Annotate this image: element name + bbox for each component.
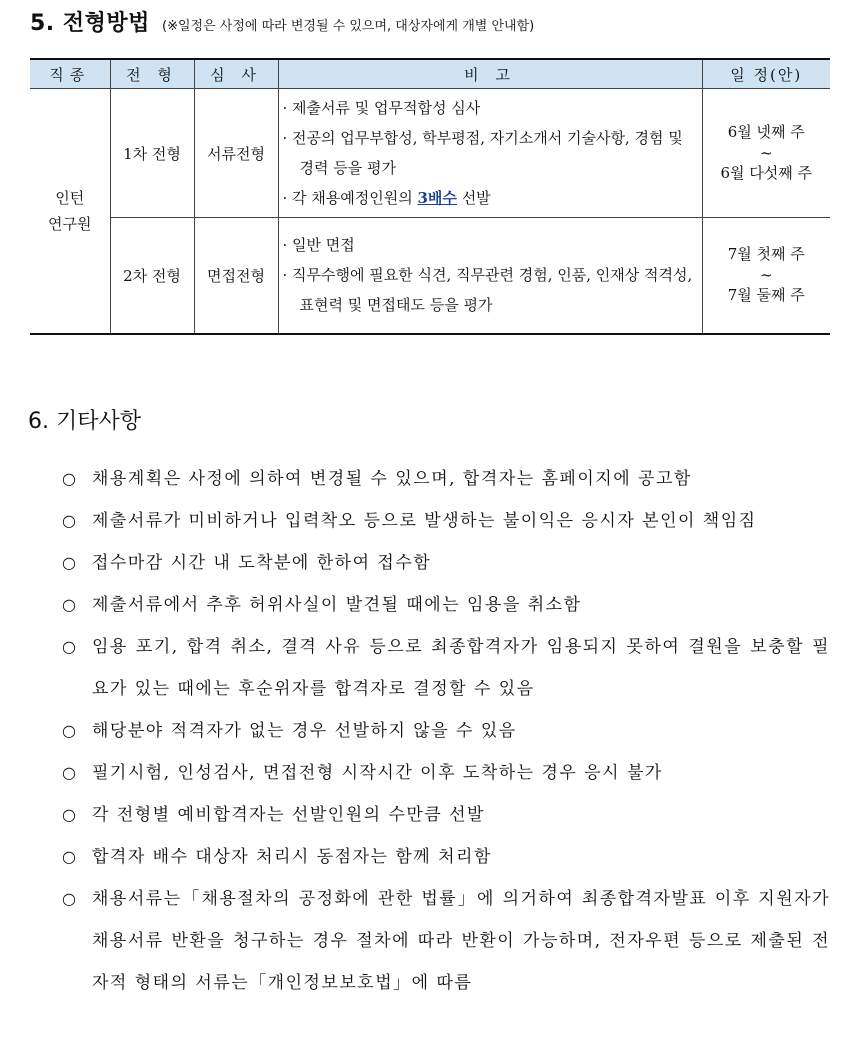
circle-bullet-icon: ○	[62, 595, 76, 614]
remark-suffix: 선발	[456, 189, 491, 207]
note-text: 채용계획은 사정에 의하여 변경될 수 있으며, 합격자는 홈페이지에 공고함	[92, 469, 692, 489]
list-item	[62, 878, 830, 1004]
stage-cell: 1차 전형	[110, 89, 194, 218]
list-item	[62, 626, 830, 710]
notes-list	[62, 458, 830, 1004]
job-cell	[30, 89, 110, 334]
section5-number: 5.	[30, 11, 55, 36]
selection-schedule-table	[30, 58, 830, 335]
circle-bullet-icon: ○	[62, 553, 76, 572]
list-item	[62, 836, 830, 878]
circle-bullet-icon: ○	[62, 763, 76, 782]
circle-bullet-icon: ○	[62, 889, 76, 908]
remarks-cell	[278, 218, 702, 334]
schedule-end: 6월 다섯째 주	[720, 164, 813, 182]
schedule-start: 7월 첫째 주	[727, 245, 805, 264]
table-row	[30, 218, 830, 334]
remark-line	[283, 183, 698, 213]
note-text: 채용서류는「채용절차의 공정화에 관한 법률」에 의거하여 최종합격자발표 이후 지원자가 채용서류 반환을 청구하는 경우 절차에 따라 반환이 가능하며, 전자우편 등으로 제출된 전자적 형태의 서류는「개인정보보호법」에 따름	[92, 889, 830, 993]
review-cell: 서류전형	[194, 89, 278, 218]
note-text: 제출서류에서 추후 허위사실이 발견될 때에는 임용을 취소함	[92, 595, 582, 615]
header-job: 직종	[30, 59, 110, 89]
circle-bullet-icon: ○	[62, 637, 76, 656]
list-item	[62, 794, 830, 836]
list-item	[62, 542, 830, 584]
stage-cell: 2차 전형	[110, 218, 194, 334]
remark-line: · 제출서류 및 업무적합성 심사	[282, 99, 481, 117]
table-header-row	[30, 59, 830, 89]
list-item	[62, 500, 830, 542]
circle-bullet-icon: ○	[62, 847, 76, 866]
schedule-start: 6월 넷째 주	[727, 123, 805, 141]
circle-bullet-icon: ○	[62, 469, 76, 488]
remark-line: · 직무수행에 필요한 식견, 직무관련 경험, 인품, 인재상 적격성, 표현력 및 면접태도 등을 평가	[282, 266, 693, 315]
header-schedule: 일 정(안)	[702, 59, 830, 89]
schedule-separator: ~	[759, 144, 773, 162]
schedule-end: 7월 둘째 주	[727, 286, 805, 305]
table-row	[30, 89, 830, 218]
note-text: 제출서류가 미비하거나 입력착오 등으로 발생하는 불이익은 응시자 본인이 책임짐	[92, 511, 757, 531]
note-text: 임용 포기, 합격 취소, 결격 사유 등으로 최종합격자가 임용되지 못하여 결원을 보충할 필요가 있는 때에는 후순위자를 합격자로 결정할 수 있음	[92, 637, 830, 699]
note-text: 해당분야 적격자가 없는 경우 선발하지 않을 수 있음	[92, 721, 517, 741]
remark-prefix: · 각 채용예정인원의	[282, 189, 418, 207]
header-review: 심 사	[194, 59, 278, 89]
note-text: 합격자 배수 대상자 처리시 동점자는 함께 처리함	[92, 847, 492, 867]
circle-bullet-icon: ○	[62, 805, 76, 824]
section5-note: (※일정은 사정에 따라 변경될 수 있으며, 대상자에게 개별 안내함)	[162, 19, 535, 34]
remark-line: · 전공의 업무부합성, 학부평점, 자기소개서 기술사항, 경험 및 경력 등을 평가	[282, 129, 683, 177]
note-text: 각 전형별 예비합격자는 선발인원의 수만큼 선발	[92, 805, 485, 825]
section6-title: 기타사항	[56, 409, 142, 434]
schedule-separator: ~	[759, 266, 773, 285]
remarks-cell	[278, 89, 702, 218]
header-stage: 전 형	[110, 59, 194, 89]
review-cell: 면접전형	[194, 218, 278, 334]
section6-number: 6.	[28, 409, 49, 434]
circle-bullet-icon: ○	[62, 511, 76, 530]
section5-title: 전형방법	[62, 11, 150, 36]
header-remarks: 비 고	[278, 59, 702, 89]
list-item	[62, 710, 830, 752]
note-text: 필기시험, 인성검사, 면접전형 시작시간 이후 도착하는 경우 응시 불가	[92, 763, 663, 783]
note-text: 접수마감 시간 내 도착분에 한하여 접수함	[92, 553, 432, 573]
list-item	[62, 584, 830, 626]
section6-heading	[28, 404, 141, 435]
section5-heading	[30, 6, 534, 37]
job-label: 인턴 연구원	[48, 188, 92, 233]
list-item	[62, 752, 830, 794]
highlight-3x: 3배수	[417, 189, 457, 207]
schedule-cell	[702, 218, 830, 334]
remark-line: · 일반 면접	[282, 236, 355, 255]
list-item	[62, 458, 830, 500]
circle-bullet-icon: ○	[62, 721, 76, 740]
schedule-cell	[702, 89, 830, 218]
